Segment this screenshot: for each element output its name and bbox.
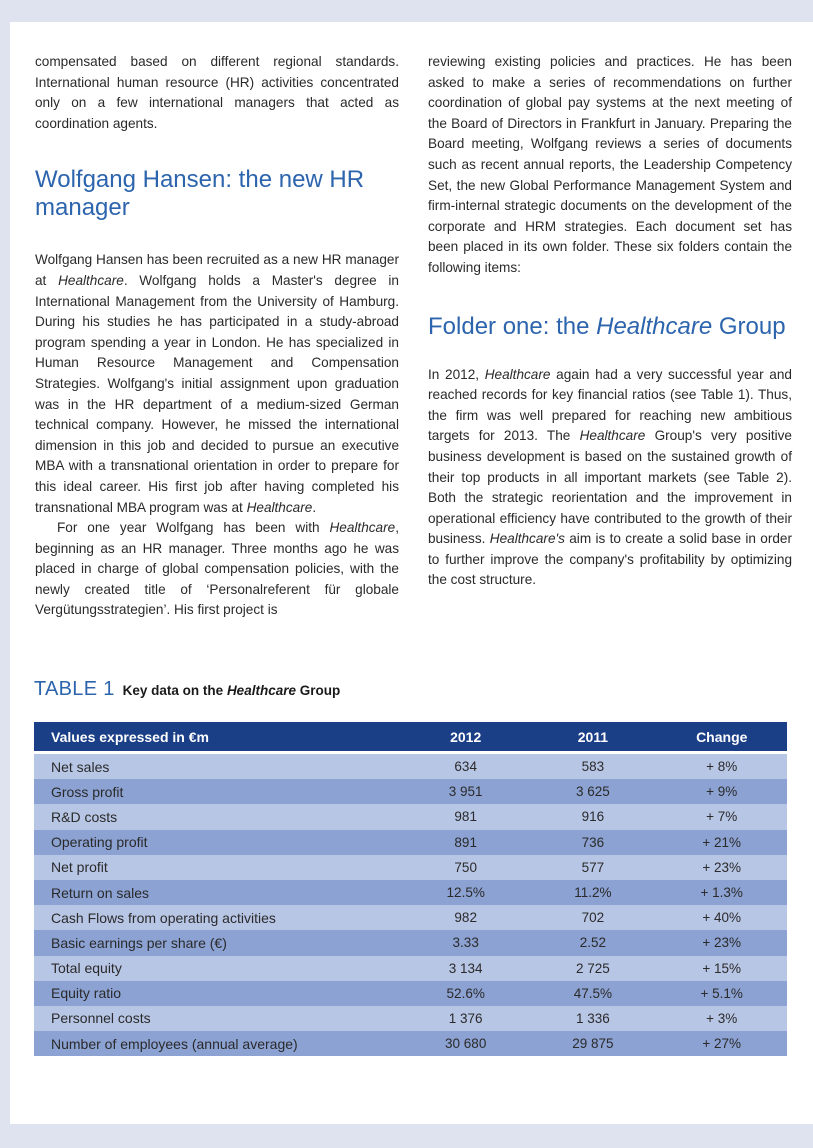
value-2012: 3 134 [402,956,529,981]
section-heading-folder-one: Folder one: the Healthcare Group [428,312,786,340]
table-row [34,1006,787,1031]
row-label: Net profit [34,855,402,880]
key-data-table [34,722,787,1056]
paragraph-project: reviewing existing policies and practices. He has been asked to make a series of recommendations on further coordination of global pay systems at the next meeting of the Board of Directors in Frankfurt in January. Preparing the Board meeting, Wolfgang reviews a series of documents such as recent annual reports, the Leadership Competency Set, the new Global Performance Management System and firm-internal strategic documents on the development of the corporate and HRM strategies. Each document set has been placed in its own folder. These six folders contain the following items: [428,54,792,275]
table-row [34,930,787,955]
table-body [34,753,787,1057]
value-2011: 29 875 [529,1031,656,1056]
value-2011: 11.2% [529,880,656,905]
value-change: + 5.1% [656,981,787,1006]
intro-paragraph: compensated based on different regional standards. International human resource (HR) activities concentrated only on a few international managers that acted as coordination agents. [35,54,399,131]
value-2011: 702 [529,905,656,930]
row-label: R&D costs [34,804,402,829]
paragraph-healthcare-2012: In 2012, Healthcare again had a very successful year and reached records for key financial ratios (see Table 1). Thus, the firm was well prepared for reaching new ambitious targets for 2013. The Healthcare Group's very positive business development is based on the sustained growth of their top products in all important markets (see Table 2). Both the strategic reorientation and the improvement in operational efficiency have contributed to the growth of their business. Healthcare's aim is to create a solid base in order to further improve the company's profitability by optimizing the cost structure. [428,366,792,588]
value-2012: 981 [402,804,529,829]
value-change: + 21% [656,830,787,855]
value-2011: 577 [529,855,656,880]
value-change: + 9% [656,779,787,804]
row-label: Operating profit [34,830,402,855]
table-row [34,855,787,880]
value-2011: 916 [529,804,656,829]
row-label: Total equity [34,956,402,981]
header-2012: 2012 [402,722,529,753]
header-change: Change [656,722,787,753]
table-caption [34,678,340,701]
value-change: + 1.3% [656,880,787,905]
header-2011: 2011 [529,722,656,753]
left-column [35,52,399,621]
table-row [34,981,787,1006]
table-header-row [34,722,787,753]
row-label: Number of employees (annual average) [34,1031,402,1056]
row-label: Personnel costs [34,1006,402,1031]
table-title: Key data on the Healthcare Group [122,683,341,698]
value-2011: 583 [529,753,656,780]
value-change: + 8% [656,753,787,780]
value-change: + 40% [656,905,787,930]
value-2011: 3 625 [529,779,656,804]
value-2011: 2 725 [529,956,656,981]
table-row [34,779,787,804]
section-heading-wolfgang: Wolfgang Hansen: the new HR manager [35,166,365,222]
right-column [428,52,792,591]
value-change: + 23% [656,855,787,880]
paragraph-wolfgang-background: Wolfgang Hansen has been recruited as a new HR manager at Healthcare. Wolfgang holds a Master's degree in International Management from the University of Hamburg. During his studies he has participated in a study-abroad program spending a year in London. He has specialized in Human Resource Management and Compensation Strategies. Wolfgang's initial assignment upon graduation was in the HR department of a medium-sized German technical company. However, he missed the international dimension in this job and decided to pursue an executive MBA with a transnational orientation in order to prepare for this ideal career. His first job after having completed his transnational MBA program was at Healthcare. [35,252,399,515]
value-2012: 891 [402,830,529,855]
paragraph-wolfgang-role: For one year Wolfgang has been with Healthcare, beginning as an HR manager. Three months ago he was placed in charge of global compensation policies, with the newly created title of ‘Personalreferent für globale Vergütungsstrategien’. His first project is [35,520,399,618]
value-2011: 47.5% [529,981,656,1006]
row-label: Gross profit [34,779,402,804]
value-2012: 982 [402,905,529,930]
row-label: Return on sales [34,880,402,905]
value-2012: 634 [402,753,529,780]
value-change: + 3% [656,1006,787,1031]
table-row [34,956,787,981]
value-change: + 23% [656,930,787,955]
table-row [34,880,787,905]
value-2012: 3.33 [402,930,529,955]
row-label: Basic earnings per share (€) [34,930,402,955]
table-row [34,830,787,855]
value-2012: 1 376 [402,1006,529,1031]
value-2012: 52.6% [402,981,529,1006]
value-2012: 12.5% [402,880,529,905]
value-change: + 7% [656,804,787,829]
row-label: Equity ratio [34,981,402,1006]
value-2012: 3 951 [402,779,529,804]
header-values: Values expressed in €m [34,722,402,753]
value-2011: 736 [529,830,656,855]
value-change: + 15% [656,956,787,981]
row-label: Net sales [34,753,402,780]
value-2012: 30 680 [402,1031,529,1056]
table-row [34,905,787,930]
value-2011: 1 336 [529,1006,656,1031]
value-2011: 2.52 [529,930,656,955]
table-row [34,804,787,829]
table-row [34,1031,787,1056]
table-number: TABLE 1 [34,678,115,700]
row-label: Cash Flows from operating activities [34,905,402,930]
value-2012: 750 [402,855,529,880]
table-row [34,753,787,780]
document-page [10,22,813,1124]
value-change: + 27% [656,1031,787,1056]
